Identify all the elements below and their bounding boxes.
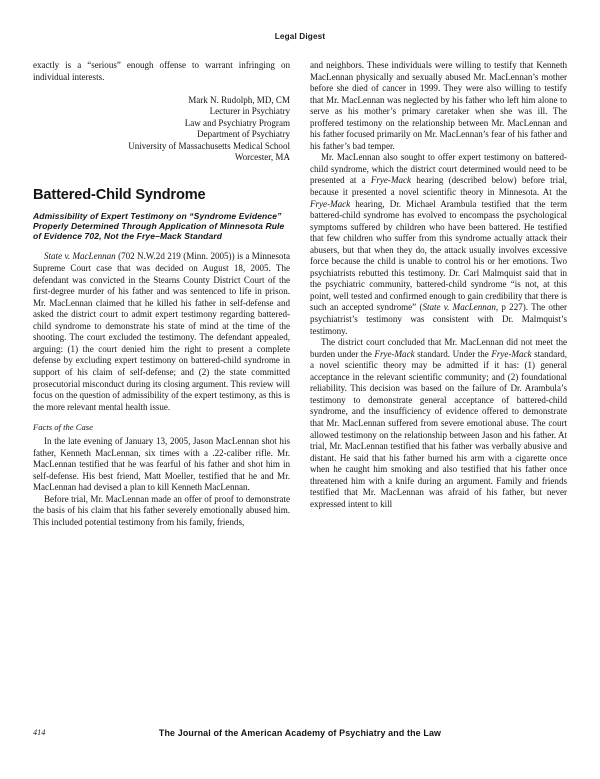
frye-mack-italic: Frye-Mack xyxy=(370,175,412,186)
section-heading-facts-of-the-case: Facts of the Case xyxy=(33,422,93,433)
signature-line: Lecturer in Psychiatry xyxy=(209,106,290,117)
journal-title: The Journal of the American Academy of Psychiatry and the Law xyxy=(158,728,442,738)
body-paragraph-5 xyxy=(310,152,567,337)
page-footer xyxy=(33,728,567,742)
signature-line: University of Massachusetts Medical School xyxy=(128,140,290,151)
right-column xyxy=(310,60,567,710)
signature-line: Department of Psychiatry xyxy=(197,129,290,140)
signature-line: Mark N. Rudolph, MD, CM xyxy=(188,94,290,105)
case-citation-italic: State v. MacLennan xyxy=(44,251,116,262)
case-citation-italic: State v. MacLennan xyxy=(422,302,496,313)
body-paragraph-6 xyxy=(310,337,567,510)
body-paragraph-1 xyxy=(33,251,290,413)
signature-line: Worcester, MA xyxy=(234,152,290,163)
body-paragraph-1-text: (702 N.W.2d 219 (Minn. 2005)) is a Minnesota Supreme Court case that was decided on August 18, 2005. The defendant was convicted in the Stearns County District Court of the first-degree murder of his father and was sentenced to life in prison. Mr. MacLennan claimed that he killed his father in self-defense and asked the district court to admit expert testimony regarding battered-child syndrome to demonstrate his state of mind at the time of the shooting. The court excluded the testimony. The defendant appealed, arguing: (1) the court denied him the right to present a complete defense by excluding expert testimony on battered-child syndrome in support of his claim of self-defense; and (2) the state committed prosecutorial misconduct during its closing argument. This review will focus on the question of admissibility of the expert testimony, as this is the more relevant mental health issue. xyxy=(33,251,290,412)
frye-mack-italic: Frye-Mack xyxy=(491,348,532,359)
article-title: Battered-Child Syndrome xyxy=(33,186,206,203)
body-paragraph-2: In the late evening of January 13, 2005, Jason MacLennan shot his father, Kenneth MacLennan, six times with a .22-caliber rifle. Mr. MacLennan testified that he was fearful of his father and shot him in self-defense. His best friend, Matt Moeller, testified that he and Mr. MacLennan had devised a plan to kill Kenneth MacLennan. xyxy=(33,436,290,493)
left-column xyxy=(33,60,290,710)
paragraph-6-part-2: standard. Under the xyxy=(414,348,492,359)
frye-mack-italic: Frye-Mack xyxy=(374,348,415,359)
continued-paragraph: exactly is a “serious” enough offense to warrant infringing on individual interests. xyxy=(33,60,290,82)
author-signature-block xyxy=(33,95,290,164)
paragraph-5-part-3: hearing, Dr. Michael Arambula testified that the term battered-child syndrome has evolved to encompass the psychological symptoms suffered by children who have been battered. He testified that few children who suffer from this syndrome actually attack their abusers, but that when they do, the attack usually involves excessive force because the child is unable to control his or her emotions. Two psychiatrists rebutted this testimony. Dr. Carl Malmquist said that in the psychiatric community, battered-child syndrome “is not, at this point, well tested and confirmed enough to gain credibility that there is such an accepted syndrome” ( xyxy=(310,198,567,313)
paragraph-6-part-3: standard, a novel scientific theory may be admitted if it has: (1) general acceptance in the relevant scientific community; and (2) foundational reliability. This decision was based on the failure of Dr. Arambula’s testimony to demonstrate general acceptance of battered-child syndrome, and the insufficiency of evidence offered to demonstrate that Mr. MacLennan suffered from severe emotional abuse. The court allowed testimony on the relationship between Jason and his father. At trial, Mr. MacLennan testified that his father was verbally abusive and distant. He said that his father burned his arm with a cigarette once when he caught him smoking and also testified that his father once threatened him with a knife during an argument. Family and friends testified that Mr. MacLennan was afraid of his father, but never expressed intent to kill xyxy=(310,348,568,509)
signature-line: Law and Psychiatry Program xyxy=(184,117,290,128)
running-header: Legal Digest xyxy=(274,32,326,41)
body-paragraph-3: Before trial, Mr. MacLennan made an offer of proof to demonstrate the basis of his claim that his father severely emotionally abused him. This included potential testimony from his family, friends, xyxy=(33,493,290,527)
article-subtitle: Admissibility of Expert Testimony on “Syndrome Evidence” Properly Determined Through Application of Minnesota Rule of Evidence 702, Not the Frye–Mack Standard xyxy=(33,210,285,242)
page-number: 414 xyxy=(33,728,46,737)
paragraph-5-part-4: , p 227). The other psychiatrist’s testimony was consistent with Dr. Malmquist’s testimony. xyxy=(310,302,568,336)
frye-mack-italic: Frye-Mack xyxy=(310,198,351,209)
body-paragraph-4: and neighbors. These individuals were willing to testify that Kenneth MacLennan physically and sexually abused Mr. MacLennan’s mother before she died of cancer in 1999. They were also willing to testify that Mr. MacLennan was neglected by his father who left him alone to serve as his mother’s primary caretaker when she was ill. The proffered testimony on the relationship between Mr. MacLennan and his father focused primarily on Mr. MacLennan’s fear of his father and his father’s bad temper. xyxy=(310,60,567,151)
paragraph-5-part-2: hearing (described below) before trial, because it presented a novel scientific theory in Minnesota. At the xyxy=(310,175,567,198)
paragraph-5-part-1: Mr. MacLennan also sought to offer expert testimony on battered-child syndrome, which the district court determined would need to be presented at a xyxy=(310,152,567,186)
two-column-body xyxy=(33,60,567,710)
paragraph-6-part-1: The district court concluded that Mr. MacLennan did not meet the burden under the xyxy=(310,337,567,359)
